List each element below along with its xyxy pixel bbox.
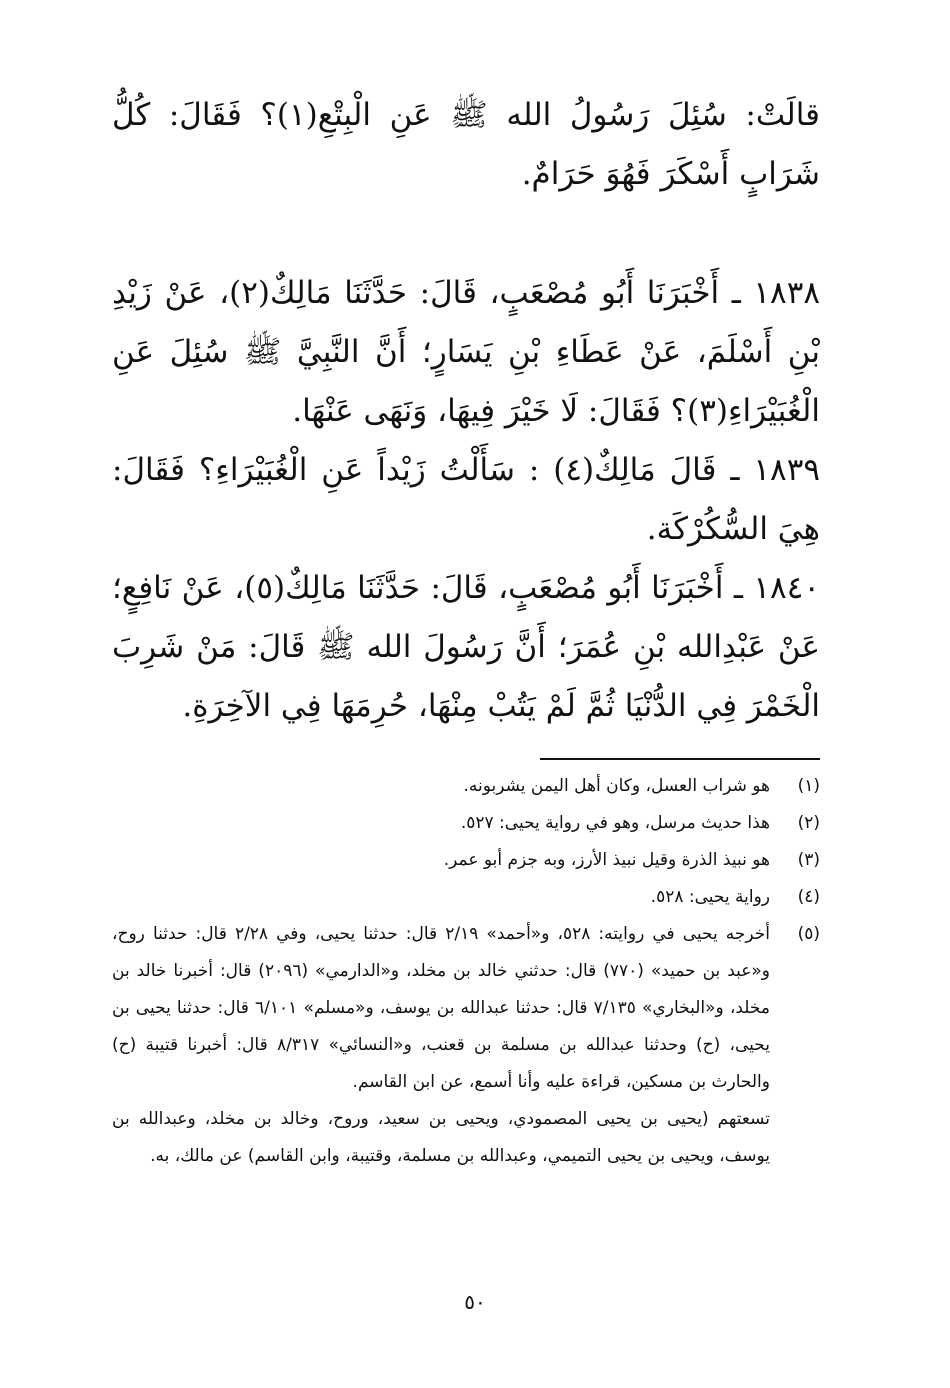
footnote-number: (٤) bbox=[797, 887, 820, 907]
footnote-text: هو نبيذ الذرة وقيل نبيذ الأرز، وبه جزم أبو عمر. bbox=[443, 850, 770, 870]
footnote-separator bbox=[540, 758, 820, 760]
hadith-1838: ١٨٣٨ ـ أَخْبَرَنَا أَبُو مُصْعَبٍ، قَالَ: حَدَّثَنَا مَالِكٌ(٢)، عَنْ زَيْدِ بْنِ أَسْلَمَ، عَنْ عَطَاءِ بْنِ يَسَارٍ؛ أَنَّ النَّبِيَّ ﷺ سُئِلَ عَنِ الْغُبَيْرَاءِ(٣)؟ فَقَالَ: لَا خَيْرَ فِيهَا، وَنَهَى عَنْهَا. bbox=[112, 275, 820, 429]
footnote-text: أخرجه يحيى في روايته: ٥٢٨، و«أحمد» ٢/١٩ قال: حدثنا يحيى، وفي ٢/٢٨ قال: حدثنا روح، و«عبد بن حميد» (٧٧٠) قال: حدثني خالد بن مخلد، و«الدارمي» (٢٠٩٦) قال: أخبرنا خالد بن مخلد، و«البخاري» ٧/١٣٥ قال: حدثنا عبدالله بن يوسف، و«مسلم» ٦/١٠١ قال: حدثنا يحيى بن يحيى، (ح) وحدثنا عبدالله بن مسلمة بن قعنب، و«النسائي» ٨/٣١٧ قال: أخبرنا قتيبة (ح) والحارث بن مسكين، قراءة عليه وأنا أسمع، عن ابن القاسم. bbox=[112, 924, 771, 1092]
footnote-number: (٣) bbox=[797, 850, 820, 870]
footnote-5-continuation: تسعتهم (يحيى بن يحيى المصمودي، ويحيى بن سعيد، وروح، وخالد بن مخلد، وعبدالله بن يوسف، ويحيى بن يحيى التميمي، وعبدالله بن مسلمة، وقتيبة، وابن القاسم) عن مالك، به. bbox=[112, 1109, 770, 1166]
hadith-1839: ١٨٣٩ ـ قَالَ مَالِكٌ(٤) : سَأَلْتُ زَيْداً عَنِ الْغُبَيْرَاءِ؟ فَقَالَ: هِيَ السُّكُرْكَة. bbox=[112, 452, 820, 547]
footnote-3 bbox=[112, 842, 820, 879]
footnote-number: (٥) bbox=[797, 924, 820, 944]
paragraph-gap bbox=[112, 204, 820, 264]
footnote-5 bbox=[112, 916, 820, 1101]
page-number: ٥٠ bbox=[464, 1290, 486, 1314]
paragraph-1: قالَتْ: سُئِلَ رَسُولُ الله ﷺ عَنِ الْبِتْعِ(١)؟ فَقَالَ: كُلُّ شَرَابٍ أَسْكَرَ فَهُوَ حَرَامٌ. bbox=[112, 97, 821, 192]
hadith-1840: ١٨٤٠ ـ أَخْبَرَنَا أَبُو مُصْعَبٍ، قَالَ: حَدَّثَنَا مَالِكٌ(٥)، عَنْ نَافِعٍ؛ عَنْ عَبْدِالله بْنِ عُمَرَ؛ أَنَّ رَسُولَ الله ﷺ قَالَ: مَنْ شَرِبَ الْخَمْرَ فِي الدُّنْيَا ثُمَّ لَمْ يَتُبْ مِنْهَا، حُرِمَهَا فِي الآخِرَةِ. bbox=[112, 570, 820, 724]
footnote-number: (١) bbox=[797, 776, 820, 796]
footnote-2 bbox=[112, 805, 820, 842]
footnote-text: هو شراب العسل، وكان أهل اليمن يشربونه. bbox=[463, 776, 770, 796]
footnotes bbox=[112, 768, 820, 1175]
footnote-1 bbox=[112, 768, 820, 805]
footnote-4 bbox=[112, 879, 820, 916]
footnote-text: هذا حديث مرسل، وهو في رواية يحيى: ٥٢٧. bbox=[460, 813, 770, 833]
footnote-text: رواية يحيى: ٥٢٨. bbox=[650, 887, 770, 907]
footnote-number: (٢) bbox=[797, 813, 820, 833]
main-text bbox=[112, 86, 820, 736]
